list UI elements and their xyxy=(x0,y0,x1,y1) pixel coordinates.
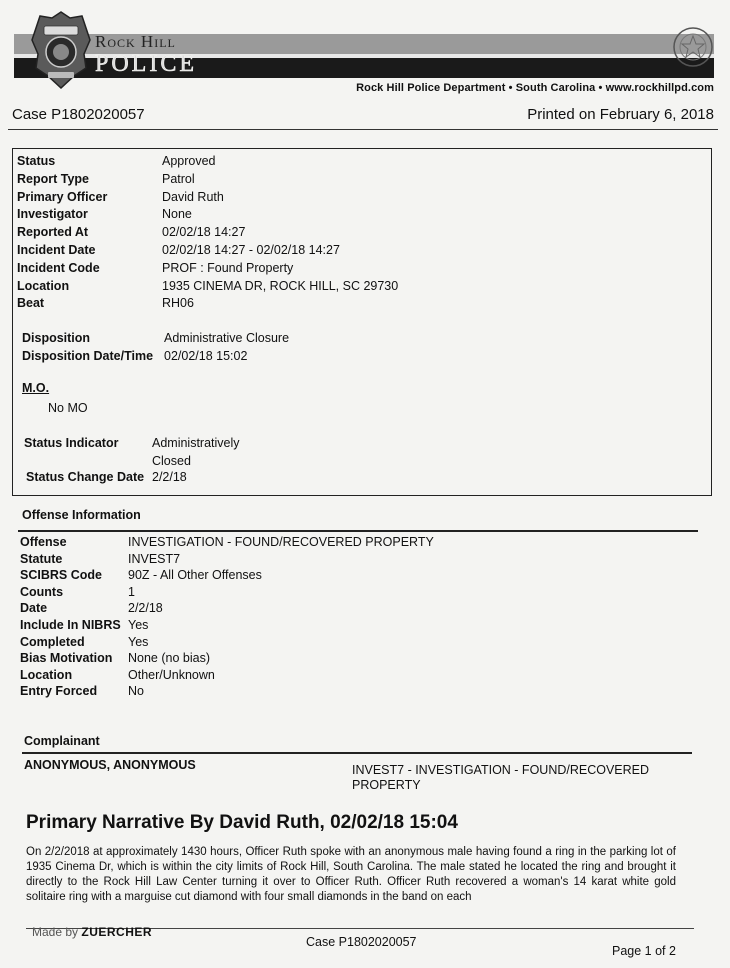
offense-heading: Offense Information xyxy=(22,508,141,522)
narrative-title: Primary Narrative By David Ruth, 02/02/18 15:04 xyxy=(26,812,458,833)
logo-line-rock-hill: Rock Hill xyxy=(95,32,176,51)
status-field-value: David Ruth xyxy=(162,189,224,204)
complainant-offense-line-1: INVEST7 - INVESTIGATION - FOUND/RECOVERED xyxy=(352,763,650,777)
disposition-value: Administrative Closure xyxy=(164,331,290,345)
status-field-label: Location xyxy=(17,278,70,293)
status-field-label: Reported At xyxy=(17,225,89,240)
status-change-label: Status Change Date xyxy=(26,470,145,484)
status-field-value: 02/02/18 14:27 - 02/02/18 14:27 xyxy=(162,243,340,257)
offense-field-value: 90Z - All Other Offenses xyxy=(128,568,262,583)
complainant-divider xyxy=(22,752,692,754)
department-logo xyxy=(95,33,197,76)
status-field-label: Primary Officer xyxy=(17,189,108,204)
status-change-value: 2/2/18 xyxy=(152,470,187,484)
offense-field-label: Location xyxy=(20,667,73,682)
header-divider xyxy=(8,129,718,130)
offense-field-label: Bias Motivation xyxy=(20,651,113,666)
offense-field-label: Entry Forced xyxy=(20,684,98,699)
mo-value: No MO xyxy=(48,401,88,415)
footer-case-number: Case P1802020057 xyxy=(306,935,417,949)
status-field-label: Status xyxy=(17,154,56,168)
status-field-label: Report Type xyxy=(17,171,89,186)
status-field-label: Incident Code xyxy=(17,260,100,275)
made-by-credit xyxy=(32,925,152,939)
offense-field-value: INVEST7 xyxy=(128,551,181,566)
status-field-label: Incident Date xyxy=(17,243,96,257)
status-field-value: Approved xyxy=(162,154,216,168)
complainant-heading: Complainant xyxy=(24,734,100,748)
department-contact-line: Rock Hill Police Department • South Carolina • www.rockhillpd.com xyxy=(356,82,714,94)
offense-field-value: 2/2/18 xyxy=(128,601,163,616)
offense-field-label: Completed xyxy=(20,634,85,649)
case-number: Case P1802020057 xyxy=(12,106,145,123)
status-field-label: Beat xyxy=(17,296,45,311)
disposition-datetime-value: 02/02/18 15:02 xyxy=(164,349,248,363)
status-indicator-label: Status Indicator xyxy=(24,436,119,450)
offense-field-value: INVESTIGATION - FOUND/RECOVERED PROPERTY xyxy=(128,535,434,549)
offense-field-label: Offense xyxy=(20,535,67,549)
offense-field-value: No xyxy=(128,684,144,699)
offense-field-label: Counts xyxy=(20,584,64,599)
narrative-text: On 2/2/2018 at approximately 1430 hours, Officer Ruth spoke with an anonymous male having found a ring in the parking lot of 1935 Cinema Dr, which is within the city limits of Rock Hill, South Carolina. The male stated he located the ring and brought it directly to the Rock Hill Law Center turning it over to Officer Ruth. Officer Ruth recovered a woman's 14 karat white gold solitaire ring with a marguise cut diamond with four small diamonds in the band on each xyxy=(26,846,676,903)
status-indicator-value-2: Closed xyxy=(152,454,191,468)
police-badge-icon xyxy=(30,10,92,90)
disposition-datetime-label: Disposition Date/Time xyxy=(22,349,154,363)
offense-field-label: Include In NIBRS xyxy=(20,618,121,632)
accreditation-seal-icon xyxy=(672,26,714,68)
status-field-value: None xyxy=(162,207,192,222)
disposition-label: Disposition xyxy=(22,331,91,345)
status-indicator-value-1: Administratively xyxy=(152,436,240,450)
status-field-value: PROF : Found Property xyxy=(162,260,294,275)
offense-field-value: Yes xyxy=(128,634,149,649)
offense-field-label: Statute xyxy=(20,551,63,566)
logo-line-police: POLICE xyxy=(95,51,197,77)
page-number: Page 1 of 2 xyxy=(612,944,676,958)
offense-field-label: SCIBRS Code xyxy=(20,568,102,583)
printed-date: Printed on February 6, 2018 xyxy=(527,106,714,123)
offense-divider xyxy=(18,530,698,532)
offense-field-value: Other/Unknown xyxy=(128,667,215,682)
offense-field-label: Date xyxy=(20,601,48,616)
offense-field-value: 1 xyxy=(128,584,135,599)
status-field-value: 02/02/18 14:27 xyxy=(162,225,246,240)
complainant-name: ANONYMOUS, ANONYMOUS xyxy=(24,758,196,772)
mo-label: M.O. xyxy=(22,381,50,395)
offense-field-value: Yes xyxy=(128,618,149,632)
offense-field-value: None (no bias) xyxy=(128,651,210,666)
status-field-value: RH06 xyxy=(162,296,194,311)
complainant-offense-line-2: PROPERTY xyxy=(352,778,421,792)
status-field-value: 1935 CINEMA DR, ROCK HILL, SC 29730 xyxy=(162,278,399,293)
status-field-label: Investigator xyxy=(17,207,88,222)
zuercher-brand: ZUERCHER xyxy=(81,925,153,939)
status-field-value: Patrol xyxy=(162,171,195,186)
made-by-label: Made by xyxy=(32,925,79,939)
